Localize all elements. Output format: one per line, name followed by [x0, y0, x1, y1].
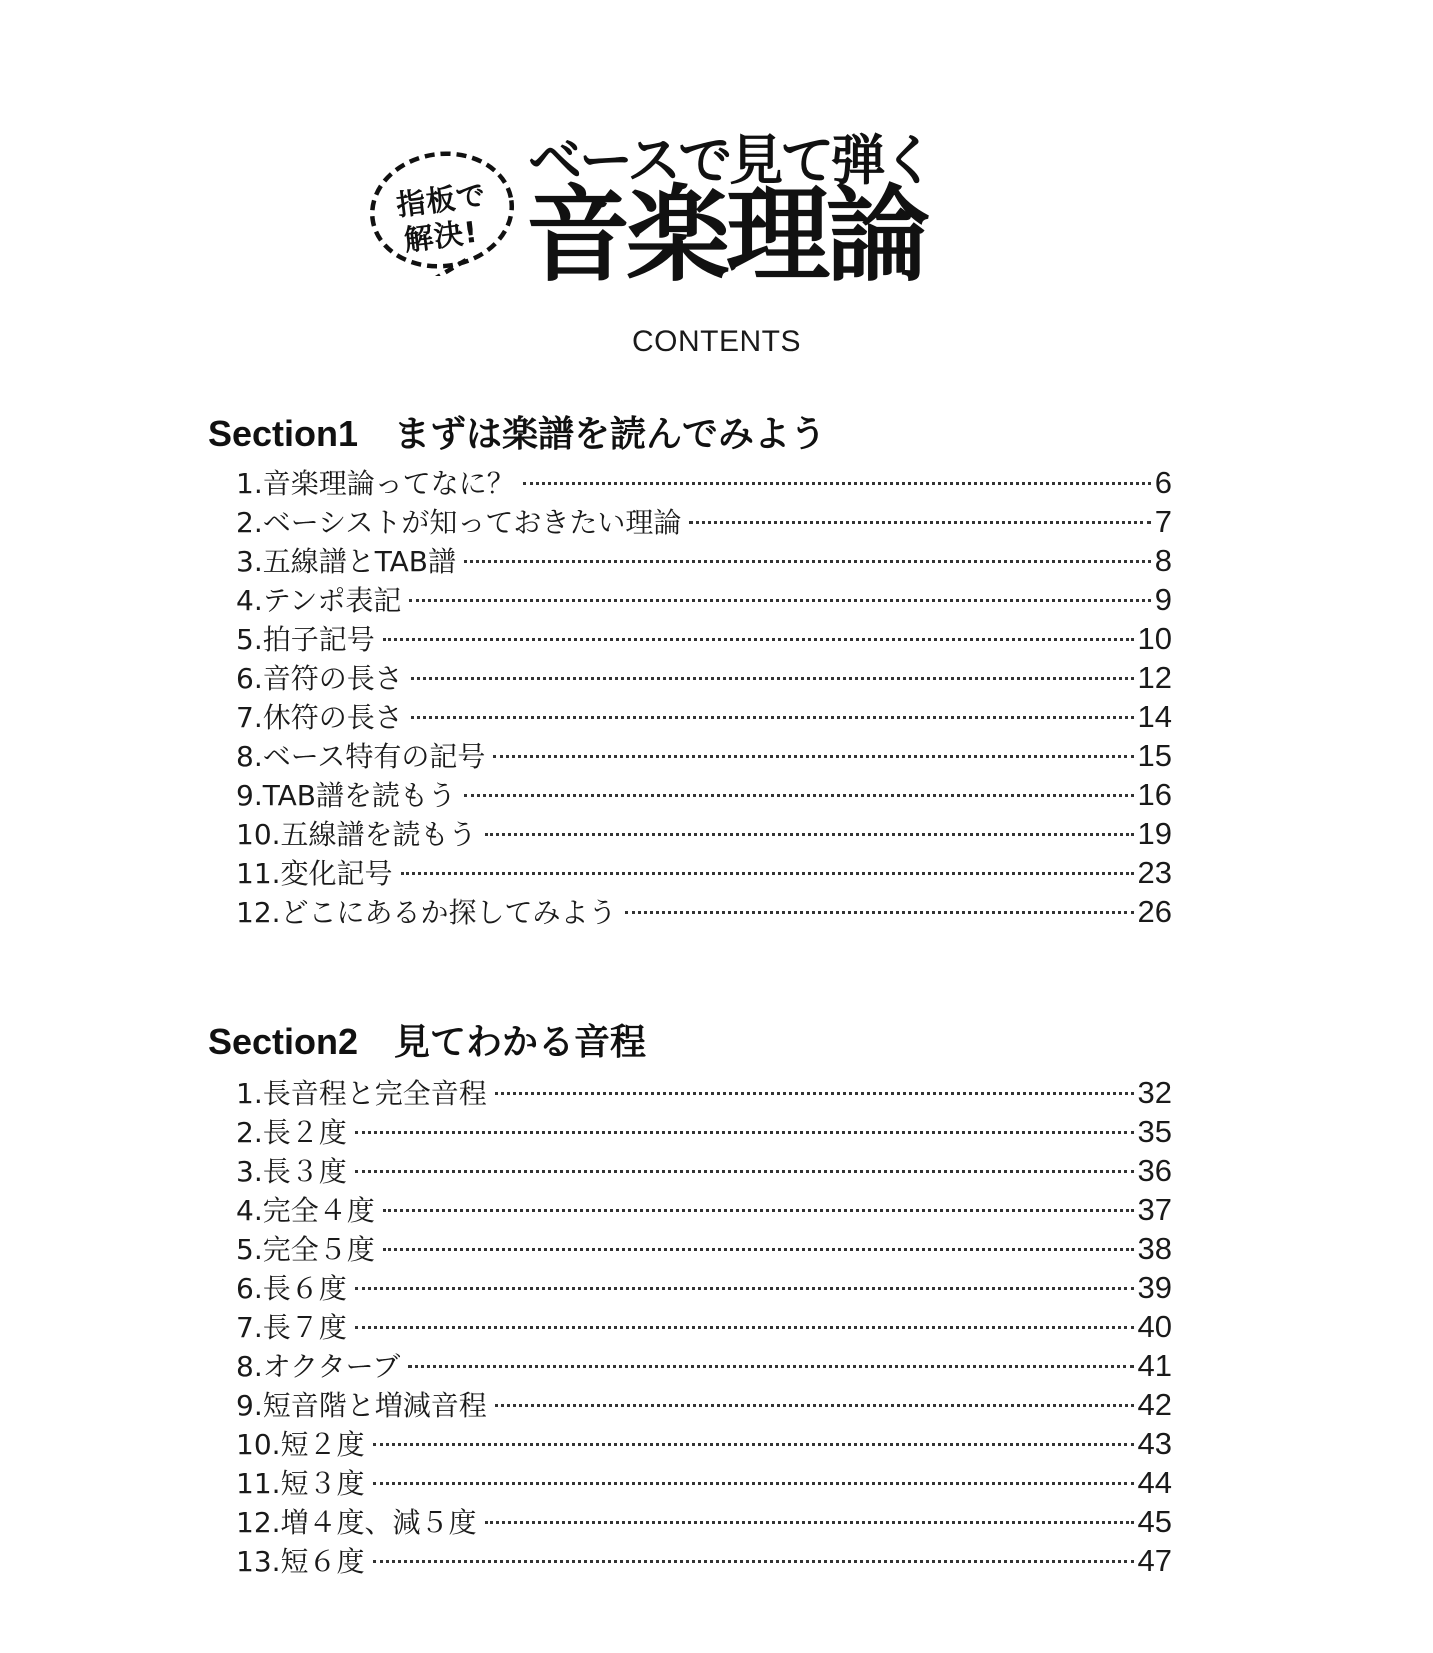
page-number: 6: [1154, 465, 1172, 500]
dot-leader: [523, 482, 1151, 485]
page-number: 23: [1137, 855, 1172, 890]
page-number: 9: [1154, 582, 1172, 617]
page-number: 47: [1137, 1543, 1172, 1578]
dot-leader: [401, 872, 1134, 875]
dot-leader: [408, 1365, 1133, 1368]
badge: [366, 148, 516, 276]
section-title: まずは楽譜を読んでみよう: [394, 413, 827, 454]
dot-leader: [411, 677, 1134, 680]
toc-entry[interactable]: [236, 852, 1172, 891]
entry-title: 1.音楽理論ってなに？: [236, 467, 515, 500]
page-number: 40: [1137, 1309, 1172, 1344]
entry-title: 3.五線譜とTAB譜: [236, 545, 457, 578]
entry-title: 11.短３度: [236, 1467, 365, 1500]
toc-entry[interactable]: [236, 1072, 1172, 1111]
badge-line-2: 解決!: [402, 214, 481, 258]
toc-entry[interactable]: [236, 1462, 1172, 1501]
toc-entry[interactable]: [236, 618, 1172, 657]
toc-entry[interactable]: [236, 1111, 1172, 1150]
entry-title: 4.テンポ表記: [236, 584, 402, 617]
page-number: 12: [1137, 660, 1172, 695]
dot-leader: [495, 1404, 1134, 1407]
dot-leader: [355, 1131, 1134, 1134]
dot-leader: [373, 1482, 1134, 1485]
toc-entry[interactable]: [236, 657, 1172, 696]
toc-entry[interactable]: [236, 1423, 1172, 1462]
section-heading: [208, 1014, 646, 1065]
page-number: 7: [1154, 504, 1172, 539]
entry-title: 1.長音程と完全音程: [236, 1077, 487, 1110]
page-number: 45: [1137, 1504, 1172, 1539]
dot-leader: [373, 1560, 1134, 1563]
entry-title: 8.オクターブ: [236, 1350, 401, 1383]
entry-title: 9.TAB譜を読もう: [236, 779, 457, 812]
entry-title: 5.拍子記号: [236, 623, 375, 656]
dot-leader: [355, 1326, 1134, 1329]
page-number: 35: [1137, 1114, 1172, 1149]
toc-entry[interactable]: [236, 1267, 1172, 1306]
dot-leader: [485, 833, 1134, 836]
page-number: 37: [1137, 1192, 1172, 1227]
page-number: 15: [1137, 738, 1172, 773]
dot-leader: [464, 560, 1151, 563]
section-heading: [208, 406, 826, 457]
toc-list-section1: [236, 462, 1172, 930]
section-title: 見てわかる音程: [394, 1021, 647, 1062]
entry-title: 12.どこにあるか探してみよう: [236, 896, 617, 929]
dot-leader: [373, 1443, 1134, 1446]
toc-entry[interactable]: [236, 1189, 1172, 1228]
page-number: 14: [1137, 699, 1172, 734]
entry-title: 2.長２度: [236, 1116, 347, 1149]
dot-leader: [625, 911, 1134, 914]
page-number: 16: [1137, 777, 1172, 812]
entry-title: 7.長７度: [236, 1311, 347, 1344]
page-number: 26: [1137, 894, 1172, 929]
toc-entry[interactable]: [236, 813, 1172, 852]
page-number: 10: [1137, 621, 1172, 656]
toc-entry[interactable]: [236, 1540, 1172, 1579]
entry-title: 2.ベーシストが知っておきたい理論: [236, 506, 682, 539]
toc-list-section2: [236, 1072, 1172, 1579]
toc-entry[interactable]: [236, 735, 1172, 774]
dot-leader: [464, 794, 1134, 797]
entry-title: 10.短２度: [236, 1428, 365, 1461]
entry-title: 7.休符の長さ: [236, 701, 403, 734]
entry-title: 6.音符の長さ: [236, 662, 403, 695]
dot-leader: [485, 1521, 1134, 1524]
dot-leader: [383, 1248, 1134, 1251]
book-title-block: [360, 118, 980, 308]
toc-entry[interactable]: [236, 1345, 1172, 1384]
page-number: 8: [1154, 543, 1172, 578]
entry-title: 6.長６度: [236, 1272, 347, 1305]
toc-entry[interactable]: [236, 540, 1172, 579]
dot-leader: [409, 599, 1150, 602]
toc-entry[interactable]: [236, 891, 1172, 930]
entry-title: 5.完全５度: [236, 1233, 375, 1266]
page-number: 38: [1137, 1231, 1172, 1266]
badge-line-1: 指板で: [394, 177, 488, 223]
dot-leader: [689, 521, 1150, 524]
dot-leader: [493, 755, 1133, 758]
toc-entry[interactable]: [236, 462, 1172, 501]
section-number: Section2: [208, 1021, 359, 1062]
toc-entry[interactable]: [236, 1150, 1172, 1189]
book-subtitle: ベースで見て弾く: [528, 129, 934, 192]
page-number: 36: [1137, 1153, 1172, 1188]
entry-title: 4.完全４度: [236, 1194, 375, 1227]
entry-title: 10.五線譜を読もう: [236, 818, 477, 851]
dot-leader: [355, 1170, 1134, 1173]
dot-leader: [411, 716, 1134, 719]
page-number: 42: [1137, 1387, 1172, 1422]
dot-leader: [355, 1287, 1134, 1290]
toc-entry[interactable]: [236, 1228, 1172, 1267]
toc-entry[interactable]: [236, 696, 1172, 735]
page-number: 39: [1137, 1270, 1172, 1305]
entry-title: 12.増４度、減５度: [236, 1506, 477, 1539]
contents-label: CONTENTS: [632, 325, 801, 358]
page-number: 44: [1137, 1465, 1172, 1500]
entry-title: 8.ベース特有の記号: [236, 740, 486, 773]
toc-entry[interactable]: [236, 1306, 1172, 1345]
page-number: 43: [1137, 1426, 1172, 1461]
section-number: Section1: [208, 413, 359, 454]
toc-entry[interactable]: [236, 774, 1172, 813]
page-number: 32: [1137, 1075, 1172, 1110]
toc-entry[interactable]: [236, 501, 1172, 540]
entry-title: 3.長３度: [236, 1155, 347, 1188]
page-number: 41: [1137, 1348, 1172, 1383]
toc-entry[interactable]: [236, 1384, 1172, 1423]
entry-title: 9.短音階と増減音程: [236, 1389, 487, 1422]
dot-leader: [495, 1092, 1134, 1095]
book-title: 音楽理論: [526, 174, 927, 296]
entry-title: 13.短６度: [236, 1545, 365, 1578]
page-number: 19: [1137, 816, 1172, 851]
dot-leader: [383, 638, 1134, 641]
dot-leader: [383, 1209, 1134, 1212]
toc-entry[interactable]: [236, 579, 1172, 618]
toc-entry[interactable]: [236, 1501, 1172, 1540]
entry-title: 11.変化記号: [236, 857, 393, 890]
